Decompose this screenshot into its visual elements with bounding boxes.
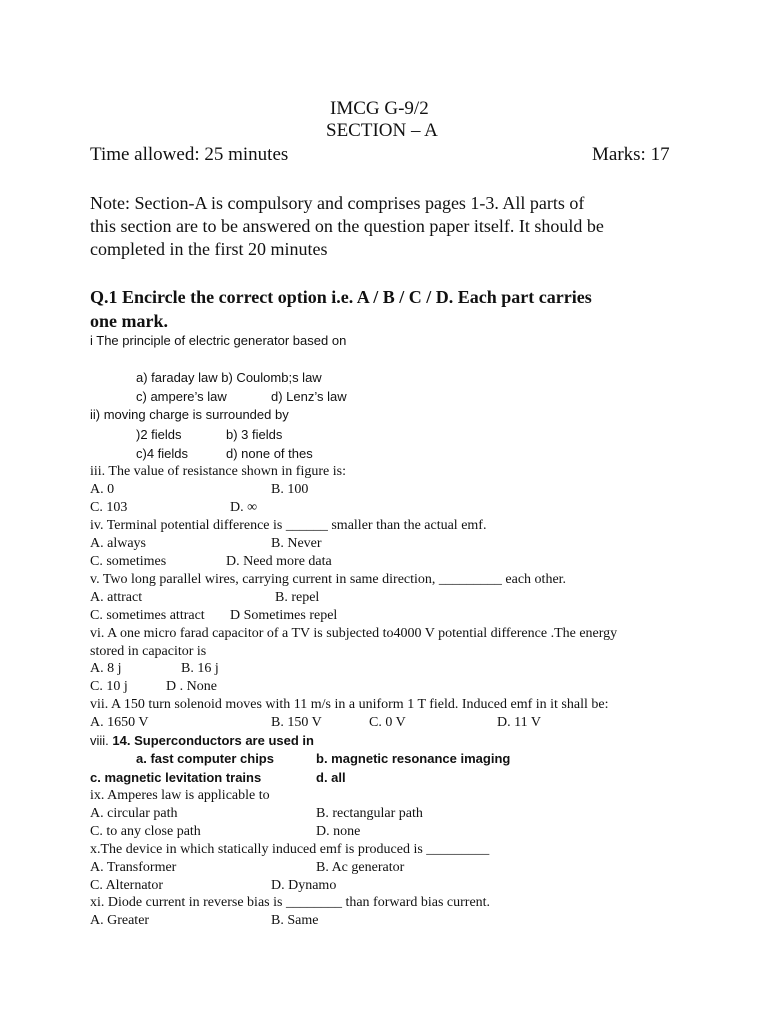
question-viii-option-b: b. magnetic resonance imaging — [316, 751, 511, 766]
question-i-options-ab: a) faraday law b) Coulomb;s law — [136, 370, 322, 385]
school-title: IMCG G-9/2 — [330, 98, 429, 119]
question-xi: xi. Diode current in reverse bias is ________ than forward bias current. — [90, 895, 491, 910]
question-vi-option-b: B. 16 j — [181, 661, 219, 676]
marks: Marks: 17 — [592, 144, 670, 165]
note-line-3: completed in the first 20 minutes — [90, 239, 328, 259]
question-iv-option-d: D. Need more data — [226, 554, 332, 569]
question-ix: ix. Amperes law is applicable to — [90, 788, 270, 803]
question-vii: vii. A 150 turn solenoid moves with 11 m/s in a uniform 1 T field. Induced emf in it shall be: — [90, 697, 609, 712]
question-iii-option-c: C. 103 — [90, 500, 128, 515]
question-ix-option-b: B. rectangular path — [316, 806, 423, 821]
question-iii-option-b: B. 100 — [271, 482, 309, 497]
question-x-option-c: C. Alternator — [90, 878, 164, 893]
question-i-option-c: c) ampere’s law — [136, 389, 227, 404]
question-vii-option-d: D. 11 V — [497, 715, 541, 730]
section-title: SECTION – A — [326, 120, 438, 141]
note-line-1: Note: Section-A is compulsory and comprises pages 1-3. All parts of — [90, 193, 585, 213]
question-v-option-b: B. repel — [275, 590, 320, 605]
question-v-option-d: D Sometimes repel — [230, 608, 338, 623]
question-v-option-c: C. sometimes attract — [90, 608, 205, 623]
question-xi-option-a: A. Greater — [90, 913, 150, 928]
question-i-option-d: d) Lenz’s law — [271, 389, 347, 404]
question-viii-text: 14. Superconductors are used in — [112, 733, 314, 748]
question-vii-option-b: B. 150 V — [271, 715, 322, 730]
question-viii-option-a: a. fast computer chips — [136, 751, 274, 766]
question-vi-option-d: D . None — [166, 679, 217, 694]
note-line-2: this section are to be answered on the question paper itself. It should be — [90, 216, 604, 236]
question-ii-option-d: d) none of thes — [226, 446, 313, 461]
question-x-option-a: A. Transformer — [90, 860, 177, 875]
question-x-option-d: D. Dynamo — [271, 878, 337, 893]
question-ii-option-b: b) 3 fields — [226, 427, 283, 442]
question-x: x.The device in which statically induced emf is produced is _________ — [90, 842, 490, 857]
question-viii — [90, 734, 314, 747]
question-ix-option-c: C. to any close path — [90, 824, 201, 839]
question-iv: iv. Terminal potential difference is ______ smaller than the actual emf. — [90, 518, 487, 533]
question-iv-option-b: B. Never — [271, 536, 322, 551]
question-vii-option-c: C. 0 V — [369, 715, 406, 730]
question-ix-option-a: A. circular path — [90, 806, 178, 821]
question-ii-option-c: c)4 fields — [136, 446, 189, 461]
q1-heading-line-1: Q.1 Encircle the correct option i.e. A / B / C / D. Each part carries — [90, 287, 592, 307]
question-xi-option-b: B. Same — [271, 913, 319, 928]
question-viii-option-d: d. all — [316, 770, 346, 785]
q1-heading-line-2: one mark. — [90, 311, 168, 331]
question-viii-number: viii. — [90, 733, 109, 748]
question-i: i The principle of electric generator based on — [90, 333, 347, 348]
question-v-option-a: A. attract — [90, 590, 143, 605]
question-x-option-b: B. Ac generator — [316, 860, 405, 875]
question-ix-option-d: D. none — [316, 824, 361, 839]
question-iv-option-c: C. sometimes — [90, 554, 167, 569]
question-iii: iii. The value of resistance shown in figure is: — [90, 464, 346, 479]
question-iv-option-a: A. always — [90, 536, 146, 551]
question-vi-option-a: A. 8 j — [90, 661, 122, 676]
question-iii-option-d: D. ∞ — [230, 500, 258, 515]
question-vi-line-1: vi. A one micro farad capacitor of a TV is subjected to4000 V potential difference .The energy — [90, 626, 618, 641]
time-allowed: Time allowed: 25 minutes — [90, 144, 289, 165]
question-vii-option-a: A. 1650 V — [90, 715, 149, 730]
question-vi-option-c: C. 10 j — [90, 679, 128, 694]
question-ii-option-a: )2 fields — [136, 427, 182, 442]
question-viii-option-c: c. magnetic levitation trains — [90, 770, 262, 785]
question-ii: ii) moving charge is surrounded by — [90, 407, 289, 422]
question-iii-option-a: A. 0 — [90, 482, 115, 497]
question-vi-line-2: stored in capacitor is — [90, 644, 207, 659]
question-v: v. Two long parallel wires, carrying current in same direction, _________ each other. — [90, 572, 567, 587]
